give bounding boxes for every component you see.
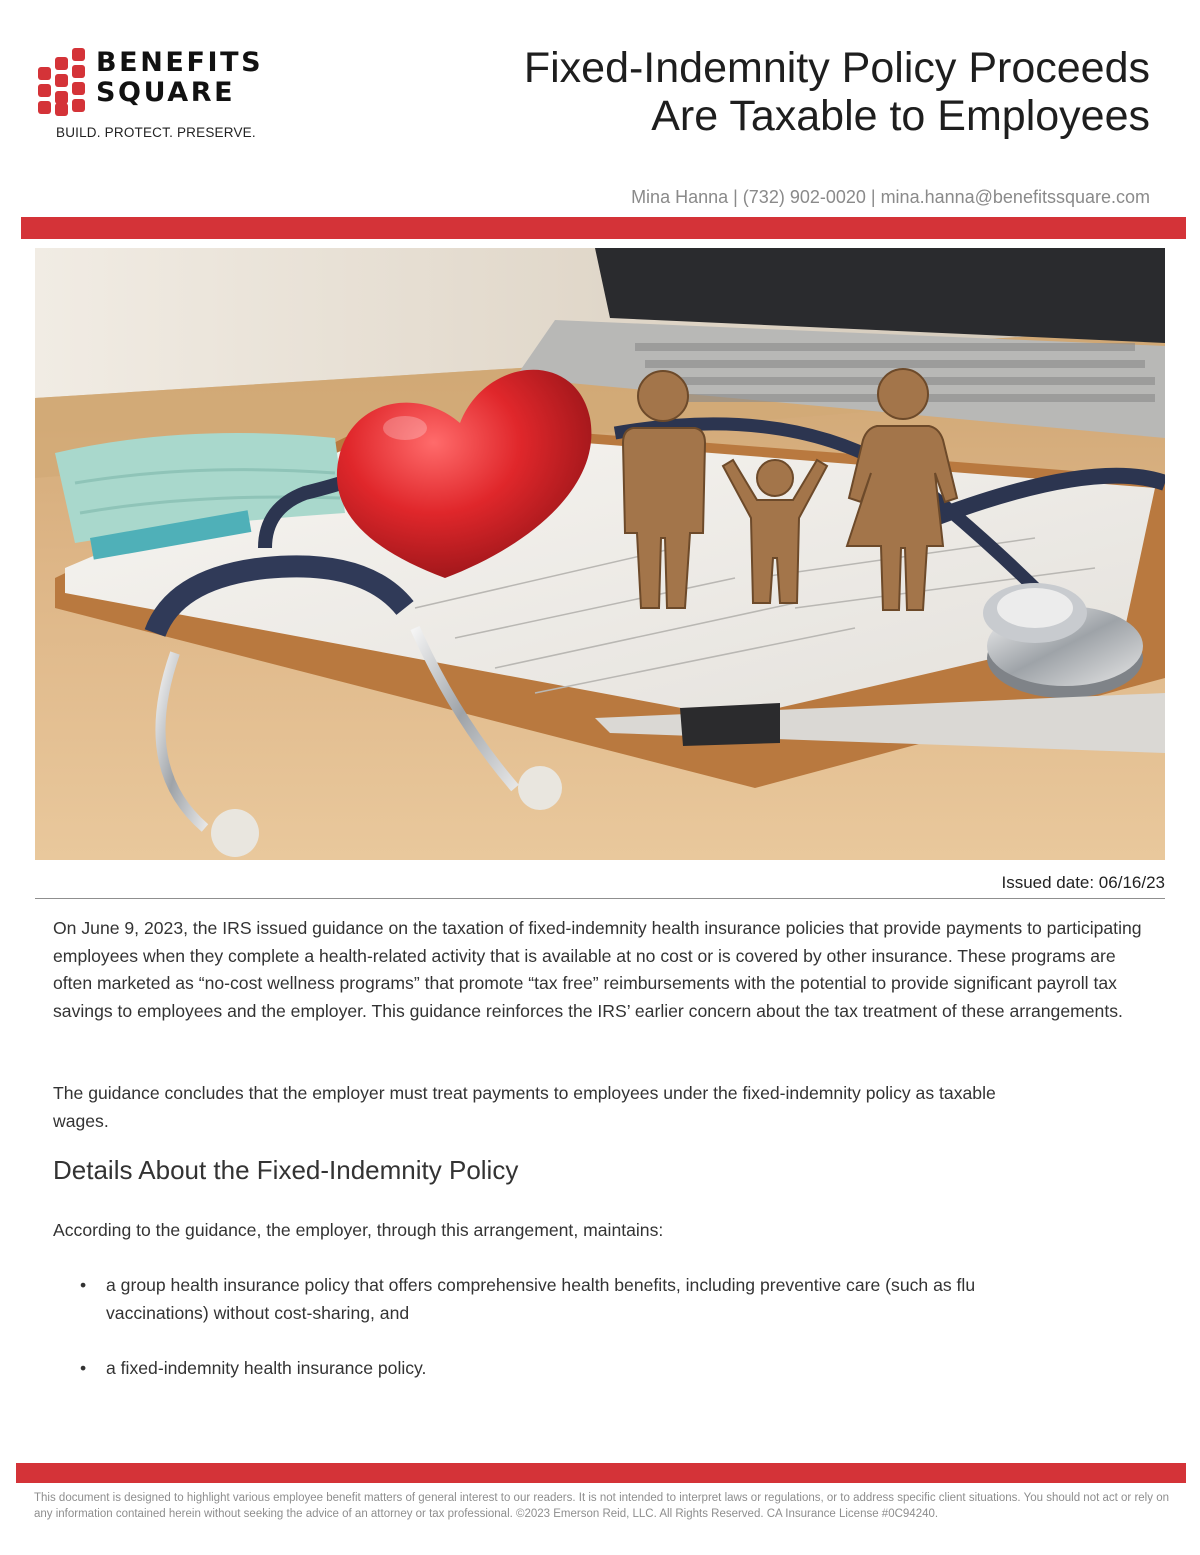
brand-tagline: BUILD. PROTECT. PRESERVE. xyxy=(56,125,256,140)
maintains-paragraph: According to the guidance, the employer, through this arrangement, maintains: xyxy=(53,1220,664,1240)
header-divider-bar xyxy=(21,217,1186,239)
list-item xyxy=(53,1272,1053,1327)
contact-info: Mina Hanna | (732) 902-0020 | mina.hanna@benefitssquare.com xyxy=(631,187,1150,207)
date-divider xyxy=(35,898,1165,899)
legal-disclaimer: This document is designed to highlight various employee benefit matters of general interest to our readers. It is not intended to interpret laws or regulations, or to address specific client situations. You should not act or rely on any information contained herein without seeking the advice of an attorney or tax professional. ©2023 Emerson Reid, LLC. All Rights Reserved. CA Insurance License #0C94240. xyxy=(34,1492,1169,1520)
list-item xyxy=(53,1355,1053,1383)
list-item-text: a group health insurance policy that offers comprehensive health benefits, including preventive care (such as flu vaccinations) without cost-sharing, and xyxy=(106,1275,976,1323)
brand-logo xyxy=(38,48,298,148)
section-heading: Details About the Fixed-Indemnity Policy xyxy=(53,1155,519,1185)
bullet-icon: • xyxy=(80,1357,87,1378)
issued-date: Issued date: 06/16/23 xyxy=(1001,873,1165,892)
arrangement-list xyxy=(53,1272,1053,1410)
page-title: Fixed-Indemnity Policy Proceeds Are Taxable to Employees xyxy=(523,44,1150,140)
hero-photo xyxy=(35,248,1165,860)
conclusion-paragraph: The guidance concludes that the employer must treat payments to employees under the fixed-indemnity policy as taxable wages. xyxy=(53,1083,996,1131)
footer-divider-bar xyxy=(16,1463,1186,1483)
intro-paragraph: On June 9, 2023, the IRS issued guidance on the taxation of fixed-indemnity health insurance policies that provide payments to participating employees when they complete a health-related activity that is available at no cost or is covered by other insurance. These programs are often marketed as “no-cost wellness programs” that promote “tax free” reimbursements with the potential to provide significant payroll tax savings to employees and the employer. This guidance reinforces the IRS’ earlier concern about the tax treatment of these arrangements. xyxy=(53,918,1142,1021)
brand-name: BENEFITS SQUARE xyxy=(96,47,264,108)
bullet-icon: • xyxy=(80,1275,87,1295)
list-item-text: a fixed-indemnity health insurance policy. xyxy=(106,1357,427,1378)
logo-squares-icon xyxy=(38,48,90,118)
